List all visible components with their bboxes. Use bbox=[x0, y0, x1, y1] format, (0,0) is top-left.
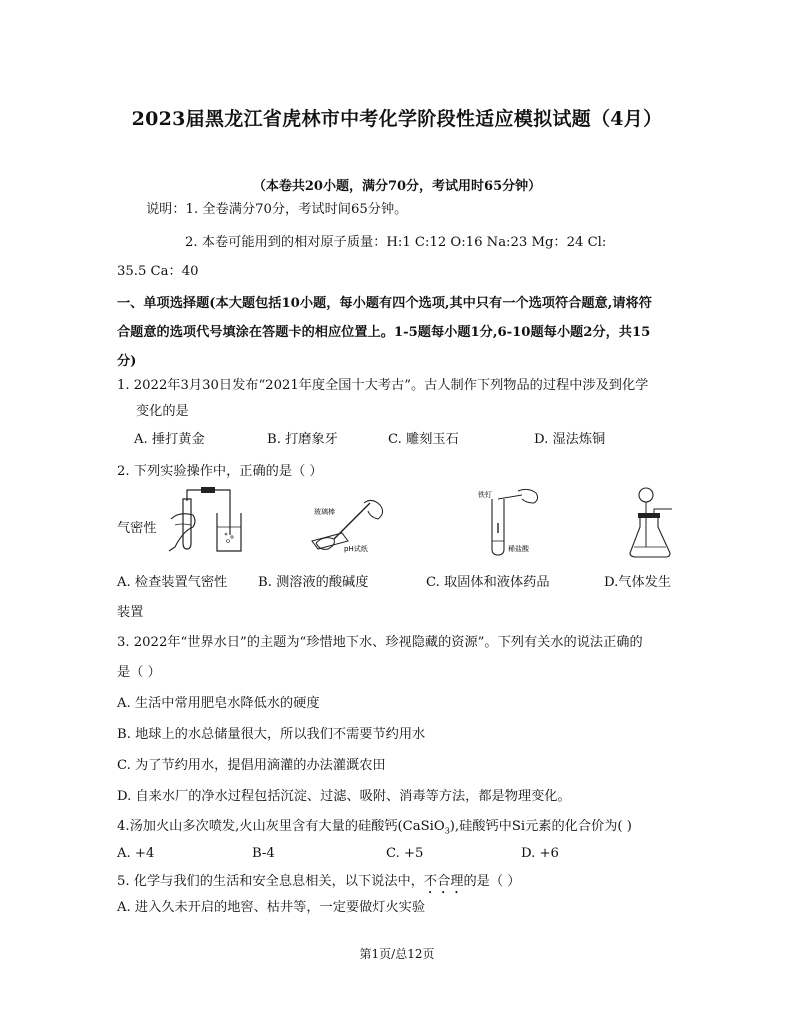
q2-option-c: C. 取固体和液体药品 bbox=[426, 575, 550, 590]
q4-option-a: A. +4 bbox=[117, 846, 155, 861]
q2-option-d-continued: 装置 bbox=[117, 605, 144, 620]
exam-info: （本卷共20小题，满分70分，考试用时65分钟） bbox=[252, 179, 542, 194]
q3-option-d: D. 自来水厂的净水过程包括沉淀、过滤、吸附、消毒等方法，都是物理变化。 bbox=[117, 789, 571, 804]
q1-option-d: D. 湿法炼铜 bbox=[534, 432, 606, 447]
q2-fig-c-label-1: 铁钉 bbox=[478, 491, 492, 499]
fig-take-chemicals bbox=[478, 485, 548, 560]
q2-fig-c-label-2: 稀盐酸 bbox=[508, 545, 529, 553]
section-heading-line-2: 合题意的选项代号填涂在答题卡的相应位置上。1-5题每小题1分,6-10题每小题2分，共15 bbox=[117, 325, 651, 340]
q2-option-a: A. 检查装置气密性 bbox=[117, 575, 228, 590]
page-title: 2023届黑龙江省虎林市中考化学阶段性适应模拟试题（4月） bbox=[131, 108, 663, 130]
q1-option-b: B. 打磨象牙 bbox=[267, 432, 338, 447]
q1-option-a: A. 捶打黄金 bbox=[134, 432, 205, 447]
section-heading-line-1: 一、单项选择题(本大题包括10小题，每小题有四个选项,其中只有一个选项符合题意,请将符 bbox=[117, 296, 652, 311]
note-line-1: 说明：1. 全卷满分70分，考试时间65分钟。 bbox=[146, 202, 408, 217]
section-heading-line-3: 分) bbox=[117, 354, 137, 369]
q2-option-b: B. 测溶液的酸碱度 bbox=[258, 575, 369, 590]
fig-airtightness-check bbox=[165, 485, 245, 560]
q1-stem-line-2: 变化的是 bbox=[136, 404, 189, 419]
fig-gas-generator bbox=[628, 485, 678, 560]
q2-fig-b-label-2: pH试纸 bbox=[344, 545, 368, 553]
q5-stem: 5. 化学与我们的生活和安全息息相关，以下说法中，不合理的是（ ） bbox=[117, 874, 521, 889]
q2-stem: 2. 下列实验操作中，正确的是（ ） bbox=[117, 464, 323, 479]
q2-fig-a-label: 气密性 bbox=[117, 521, 157, 536]
q3-option-b: B. 地球上的水总储量很大，所以我们不需要节约用水 bbox=[117, 727, 426, 742]
note-line-2: 2. 本卷可能用到的相对原子质量：H:1 C:12 O:16 Na:23 Mg：24 Cl: bbox=[185, 235, 607, 250]
q1-option-c: C. 雕刻玉石 bbox=[388, 432, 459, 447]
q4-option-b: B-4 bbox=[252, 846, 275, 861]
q3-option-c: C. 为了节约用水，提倡用滴灌的办法灌溉农田 bbox=[117, 758, 386, 773]
q4-option-c: C. +5 bbox=[386, 846, 424, 861]
q2-option-d: D.气体发生 bbox=[604, 575, 672, 590]
note-line-3: 35.5 Ca：40 bbox=[117, 264, 199, 279]
q3-stem-line-1: 3. 2022年“世界水日”的主题为“珍惜地下水、珍视隐藏的资源”。下列有关水的说法正确的 bbox=[117, 635, 643, 650]
q3-option-a: A. 生活中常用肥皂水降低水的硬度 bbox=[117, 696, 320, 711]
q1-stem-line-1: 1. 2022年3月30日发布“2021年度全国十大考古”。古人制作下列物品的过程中涉及到化学 bbox=[117, 378, 649, 393]
q4-stem: 4.汤加火山多次喷发,火山灰里含有大量的硅酸钙(CaSiO$_3$),硅酸钙中Si元素的化合价为( ) bbox=[117, 819, 632, 836]
fig-ph-measure bbox=[308, 495, 398, 557]
q2-fig-b-label-1: 玻璃棒 bbox=[314, 508, 335, 516]
q5-option-a: A. 进入久未开启的地窖、枯井等，一定要做灯火实验 bbox=[117, 900, 426, 915]
q5-emphasis: 不合理 bbox=[423, 874, 464, 889]
page-footer: 第1页/总12页 bbox=[359, 947, 435, 961]
q4-option-d: D. +6 bbox=[521, 846, 559, 861]
q3-stem-line-2: 是（ ） bbox=[117, 665, 161, 680]
